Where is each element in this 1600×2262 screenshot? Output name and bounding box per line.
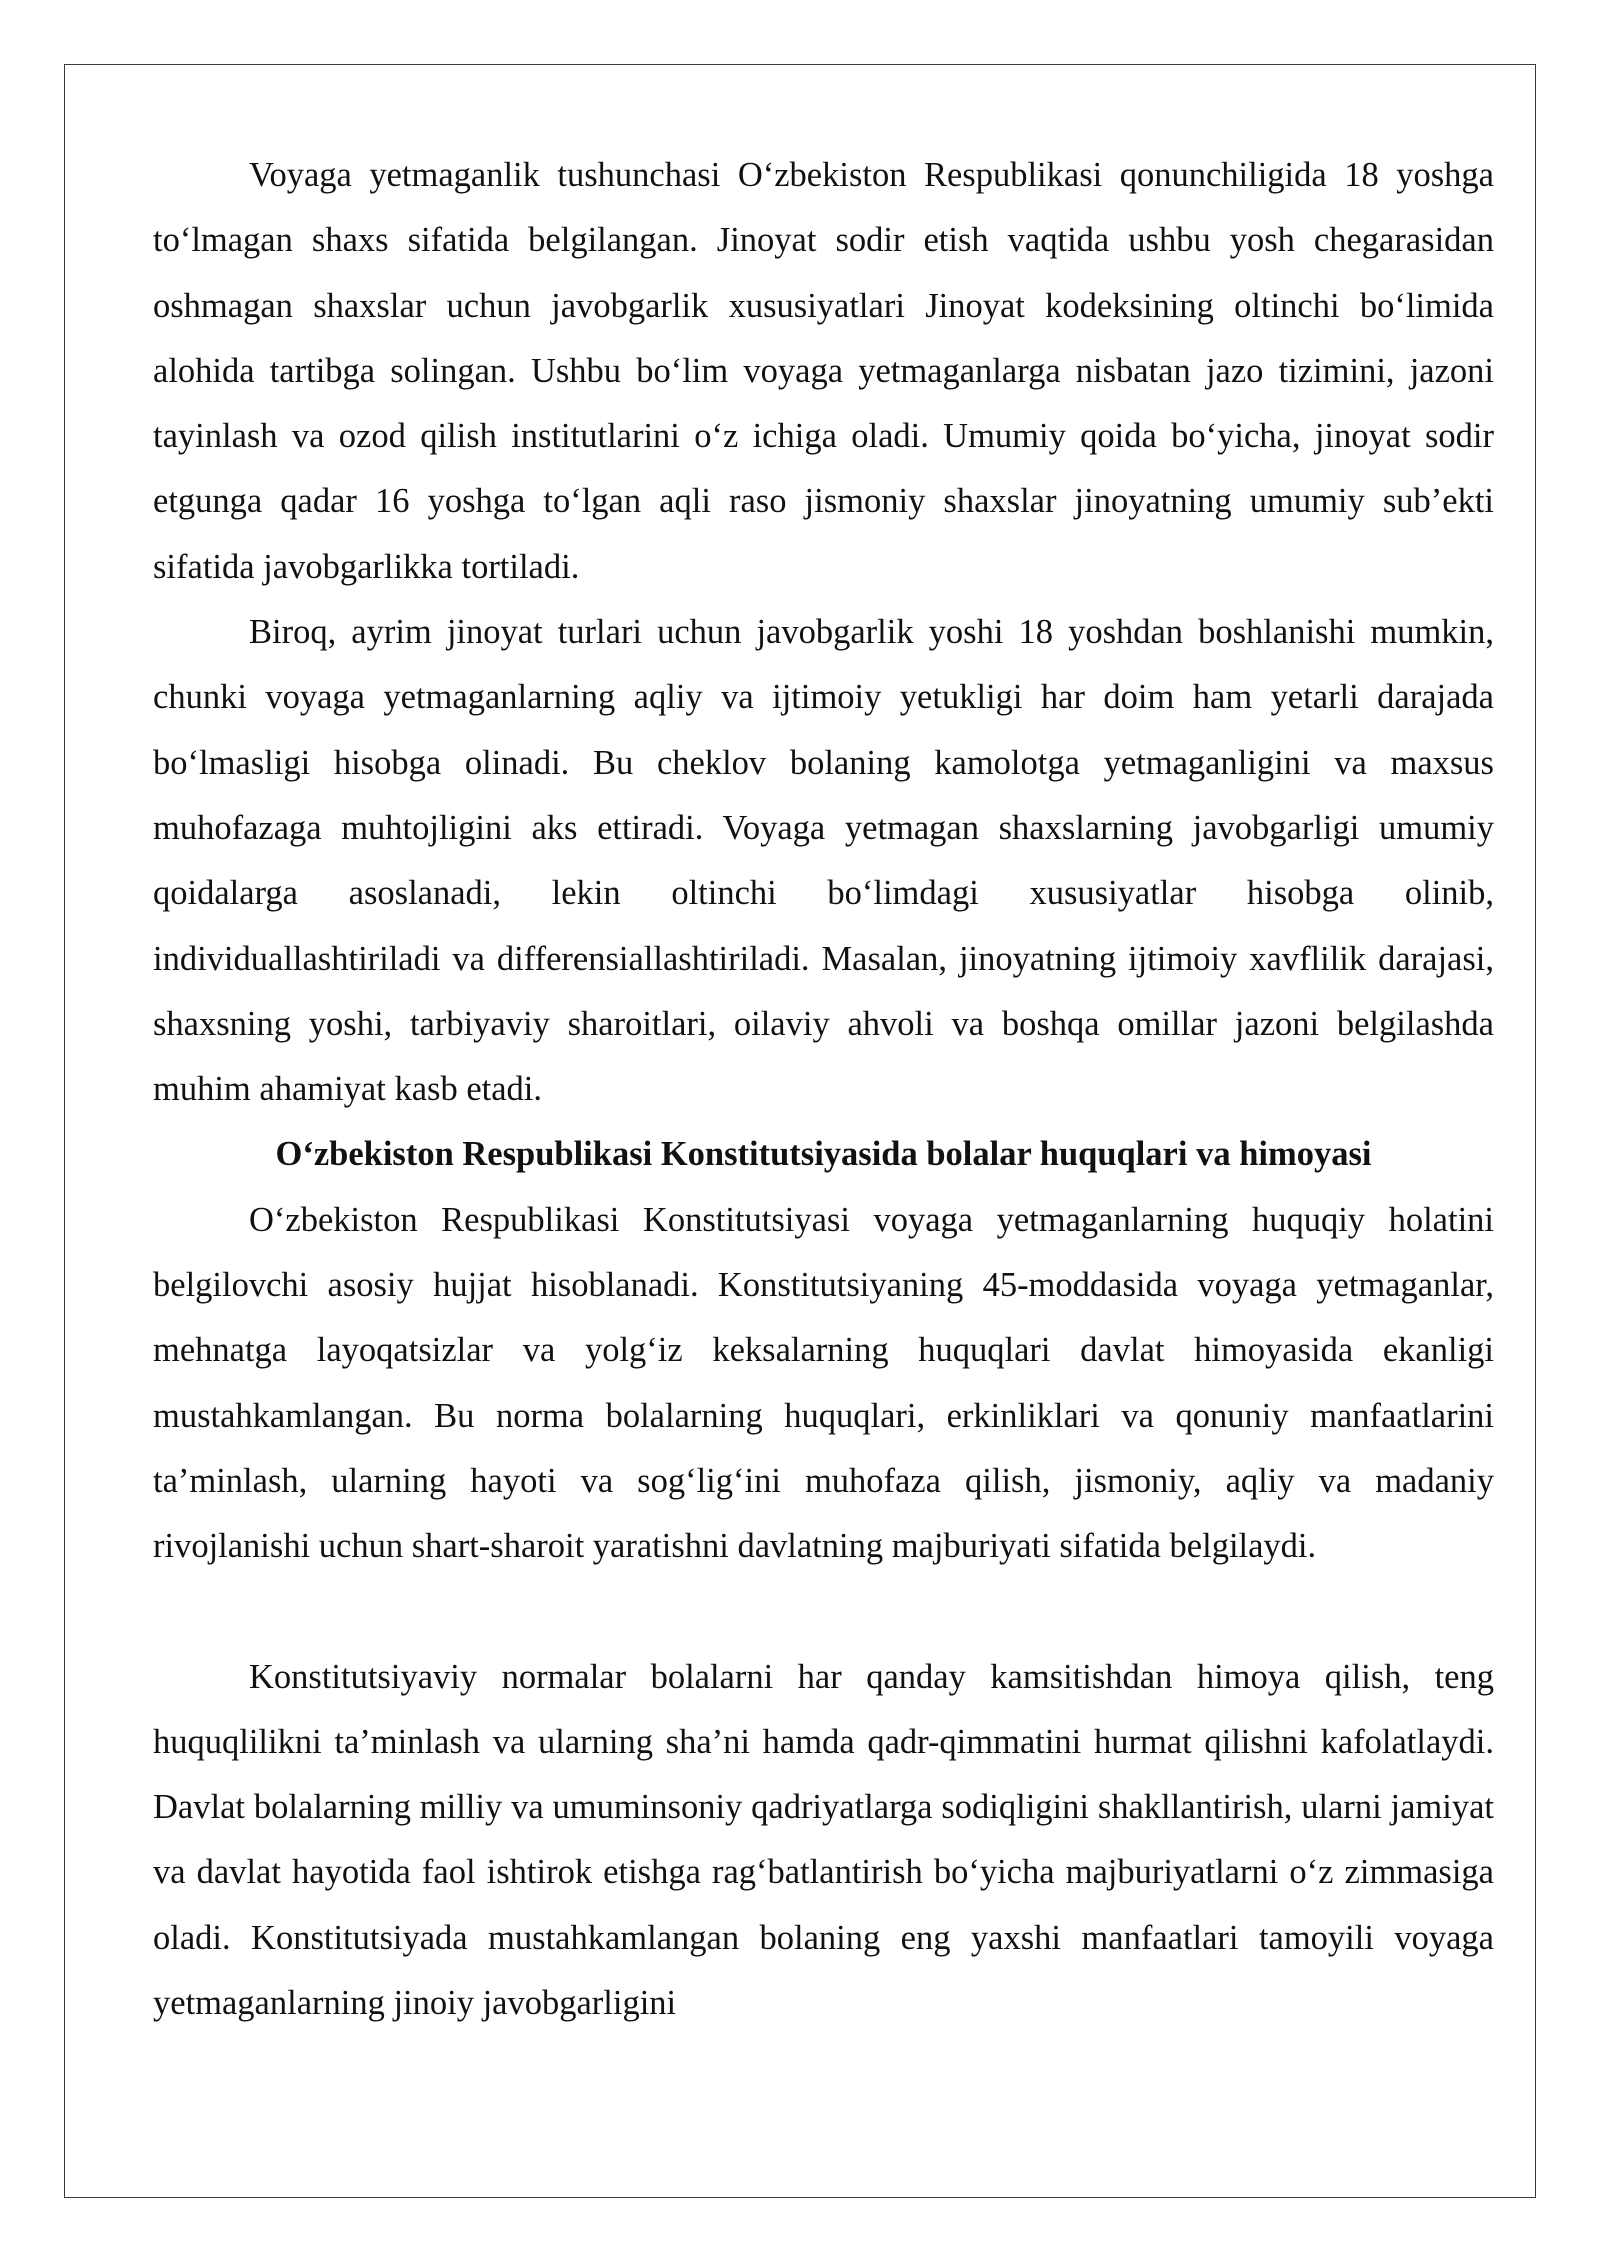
paragraph-1: Voyaga yetmaganlik tushunchasi O‘zbekiston Respublikasi qonunchiligida 18 yoshga to‘lmagan shaxs sifatida belgilangan. Jinoyat sodir etish vaqtida ushbu yosh chegarasidan oshmagan shaxslar uchun javobgarlik xususiyatlari Jinoyat kodeksining oltinchi bo‘limida alohida tartibga solingan. Ushbu bo‘lim voyaga yetmaganlarga nisbatan jazo tizimini, jazoni tayinlash va ozod qilish institutlarini o‘z ichiga oladi. Umumiy qoida bo‘yicha, jinoyat sodir etgunga qadar 16 yoshga to‘lgan aqli raso jismoniy shaxslar jinoyatning umumiy sub’ekti sifatida javobgarlikka tortiladi. — [153, 156, 1494, 586]
section-heading: O‘zbekiston Respublikasi Konstitutsiyasida bolalar huquqlari va himoyasi — [275, 1135, 1372, 1174]
paragraph-2: Biroq, ayrim jinoyat turlari uchun javobgarlik yoshi 18 yoshdan boshlanishi mumkin, chunki voyaga yetmaganlarning aqliy va ijtimoiy yetukligi har doim ham yetarli darajada bo‘lmasligi hisobga olinadi. Bu cheklov bolaning kamolotga yetmaganligini va maxsus muhofazaga muhtojligini aks ettiradi. Voyaga yetmagan shaxslarning javobgarligi umumiy qoidalarga asoslanadi, lekin oltinchi bo‘limdagi xususiyatlar hisobga olinib, individuallashtiriladi va differensiallashtiriladi. Masalan, jinoyatning ijtimoiy xavflilik darajasi, shaxsning yoshi, tarbiyaviy sharoitlari, oilaviy ahvoli va boshqa omillar jazoni belgilashda muhim ahamiyat kasb etadi. — [153, 613, 1494, 1109]
paragraph-3: O‘zbekiston Respublikasi Konstitutsiyasi voyaga yetmaganlarning huquqiy holatini belgilovchi asosiy hujjat hisoblanadi. Konstitutsiyaning 45-moddasida voyaga yetmaganlar, mehnatga layoqatsizlar va yolg‘iz keksalarning huquqlari davlat himoyasida ekanligi mustahkamlangan. Bu norma bolalarning huquqlari, erkinliklari va qonuniy manfaatlarini ta’minlash, ularning hayoti va sog‘lig‘ini muhofaza qilish, jismoniy, aqliy va madaniy rivojlanishi uchun shart-sharoit yaratishni davlatning majburiyati sifatida belgilaydi. — [153, 1200, 1494, 1566]
paragraph-spacer — [153, 1580, 1494, 1645]
paragraph-4: Konstitutsiyaviy normalar bolalarni har qanday kamsitishdan himoya qilish, teng huquqlilikni ta’minlash va ularning sha’ni hamda qadr-qimmatini hurmat qilishni kafolatlaydi. Davlat bolalarning milliy va umuminsoniy qadriyatlarga sodiqligini shakllantirish, ularni jamiyat va davlat hayotida faol ishtirok etishga rag‘batlantirish bo‘yicha majburiyatlarni o‘z zimmasiga oladi. Konstitutsiyada mustahkamlangan bolaning eng yaxshi manfaatlari tamoyili voyaga yetmaganlarning jinoiy javobgarligini — [153, 1657, 1494, 2023]
document-body — [153, 143, 1494, 2036]
